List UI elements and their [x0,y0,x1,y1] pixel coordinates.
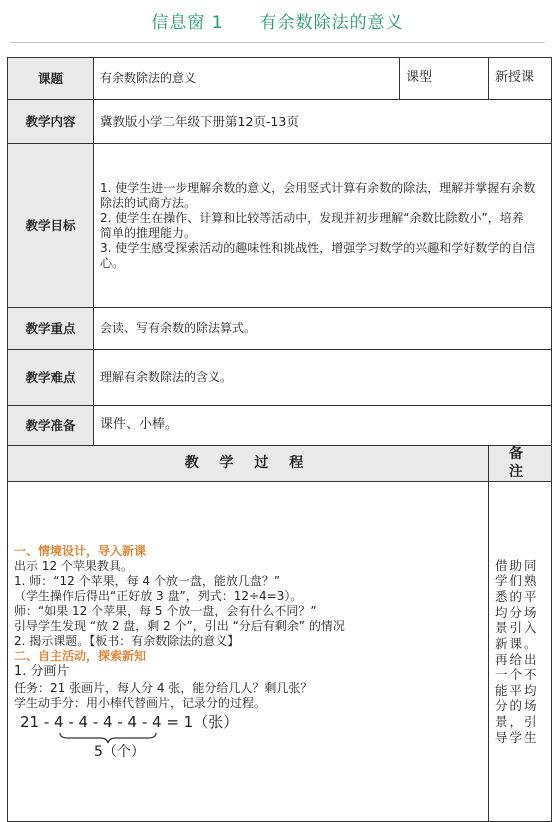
remark-heading: 备 注 [489,446,552,482]
topic-label: 课题 [8,58,94,100]
row-goals [8,144,552,308]
prep-label: 教学准备 [8,406,94,446]
prep-value: 课件、小棒。 [94,406,552,446]
key-value: 会读、写有余数的除法算式。 [94,308,552,350]
lesson-title: 有余数除法的意义 [259,13,404,33]
goal-line: 1. 使学生进一步理解余数的意义，会用竖式计算有余数的除法，理解并掌握有余数 [100,180,536,195]
subtraction-formula [14,711,482,759]
process-line: 引导学生发现 “放 2 盘，剩 2 个”，引出 “分后有剩余” 的情况 [14,619,345,634]
process-line: 1. 分画片 [14,664,70,680]
goal-line: 3. 使学生感受探索活动的趣味性和挑战性，增强学习数学的兴趣和学好数学的自信 [100,240,536,255]
goal-line: 除法的试商方法。 [100,195,197,210]
row-topic [8,58,552,100]
process-heading: 教 学 过 程 [8,446,489,482]
goal-line: 2. 使学生在操作、计算和比较等活动中，发现并初步理解“余数比除数小”，培养 [100,210,524,225]
section-heading: 二、自主活动，探索新知 [14,649,147,664]
process-line: 师：“如果 12 个苹果，每 5 个放一盘，会有什么不同？” [14,604,317,619]
title-rule [10,42,545,43]
difficulty-label: 教学难点 [8,350,94,406]
goal-line: 心。 [100,255,125,270]
remark-text: 借助同学们熟悉的平均分场景引入新课。再给出一个不能平均分的场景，引导学生 [489,482,552,822]
formula-expression: 21 - 4 - 4 - 4 - 4 - 4 = 1（张） [20,712,239,731]
process-line: 2. 揭示课题。【板书：有余数除法的意义】 [14,634,240,649]
brace-label: 5（个） [94,743,145,759]
process-body [8,482,489,822]
process-line: 学生动手分：用小棒代替画片，记录分的过程。 [14,695,267,710]
row-key [8,308,552,350]
lesson-plan-table [7,57,552,822]
row-process [8,482,552,822]
window-label: 信息窗 1 [151,13,224,33]
curly-brace [60,733,156,743]
row-prep [8,406,552,446]
row-difficulty [8,350,552,406]
page-title [0,8,555,33]
process-line: 任务：21 张画片，每人分 4 张，能分给几人？剩几张？ [14,680,313,695]
process-line: （学生操作后得出“正好放 3 盘”，列式：12÷4=3）。 [14,589,303,604]
row-content [8,100,552,144]
goal-line: 简单的推理能力。 [100,225,197,240]
formula-graphic [14,711,244,759]
difficulty-value: 理解有余数除法的含义。 [94,350,552,406]
process-line: 出示 12 个苹果教具。 [14,559,133,574]
section-heading: 一、情境设计，导入新课 [14,544,147,559]
type-label: 课型 [400,58,489,100]
row-process-header [8,446,552,482]
content-label: 教学内容 [8,100,94,144]
type-value: 新授课 [489,58,552,100]
goals-label: 教学目标 [8,144,94,308]
topic-value: 有余数除法的意义 [94,58,400,100]
key-label: 教学重点 [8,308,94,350]
content-value: 冀教版小学二年级下册第12页-13页 [94,100,552,144]
process-line: 1. 师：“12 个苹果，每 4 个放一盘，能放几盘？” [14,574,281,589]
goals-text [94,144,552,308]
